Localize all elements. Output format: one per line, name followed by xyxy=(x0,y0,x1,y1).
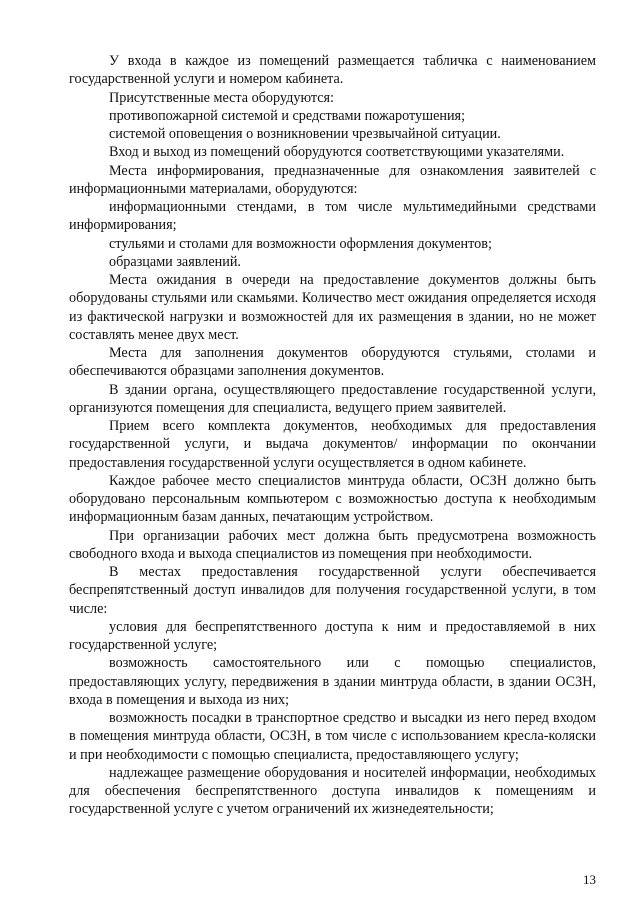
list-item: системой оповещения о возникновении чрезвычайной ситуации. xyxy=(109,126,501,142)
paragraph: Места для заполнения документов оборудуются стульями, столами и обеспечиваются образцами заполнения документов. xyxy=(69,345,596,380)
document-page xyxy=(69,52,596,819)
paragraph: При организации рабочих мест должна быть предусмотрена возможность свободного входа и выхода специалистов из помещения при необходимости. xyxy=(69,527,596,562)
paragraph: Присутственные места оборудуются: xyxy=(109,89,334,106)
list-item: противопожарной системой и средствами пожаротушения; xyxy=(109,107,466,124)
paragraph: Места ожидания в очереди на предоставление документов должны быть оборудованы стульями или скамьями. Количество мест ожидания определяется исходя из фактической нагрузки и возможностей для их размещения в здании, но не может составлять менее двух мест. xyxy=(69,272,596,343)
paragraph: Прием всего комплекта документов, необходимых для предоставления государственной услуги, и выдача документов/ информации по окончании предоставления государственной услуги осуществляется в одном кабинете. xyxy=(69,418,596,471)
list-item: образцами заявлений. xyxy=(109,253,241,270)
paragraph: Каждое рабочее место специалистов минтруда области, ОСЗН должно быть оборудовано персональным компьютером с возможностью доступа к необходимым информационным базам данных, печатающим устройством. xyxy=(69,472,596,526)
list-item: возможность самостоятельного или с помощью специалистов, предоставляющих услугу, передвижения в здании минтруда области, в здании ОСЗН, входа в помещения и выхода из них; xyxy=(69,655,596,708)
paragraph: Вход и выход из помещений оборудуются соответствующими указателями. xyxy=(109,144,565,161)
paragraph: В здании органа, осуществляющего предоставление государственной услуги, организуются помещения для специалиста, ведущего прием заявителей. xyxy=(69,381,596,416)
list-item: информационными стендами, в том числе мультимедийными средствами информирования; xyxy=(69,199,596,234)
list-item: надлежащее размещение оборудования и носителей информации, необходимых для обеспечения беспрепятственного доступа инвалидов к помещениям и государственной услуге с учетом ограничений их жизнедеятельности; xyxy=(69,764,596,818)
list-item: возможность посадки в транспортное средство и высадки из него перед входом в помещения минтруда области, ОСЗН, в том числе с использованием кресла-коляски и при необходимости с помощью специалиста, предоставляющего услугу; xyxy=(69,710,596,763)
list-item: условия для беспрепятственного доступа к ним и предоставляемой в них государственной услуге; xyxy=(69,618,596,653)
paragraph: У входа в каждое из помещений размещается табличка с наименованием государственной услуги и номером кабинета. xyxy=(69,53,596,88)
list-item: стульями и столами для возможности оформления документов; xyxy=(109,235,492,252)
paragraph: В местах предоставления государственной услуги обеспечивается беспрепятственный доступ инвалидов для получения государственной услуги, в том числе: xyxy=(69,564,596,617)
page-number: 13 xyxy=(583,872,596,887)
paragraph: Места информирования, предназначенные для ознакомления заявителей с информационными материалами, оборудуются: xyxy=(69,162,596,197)
